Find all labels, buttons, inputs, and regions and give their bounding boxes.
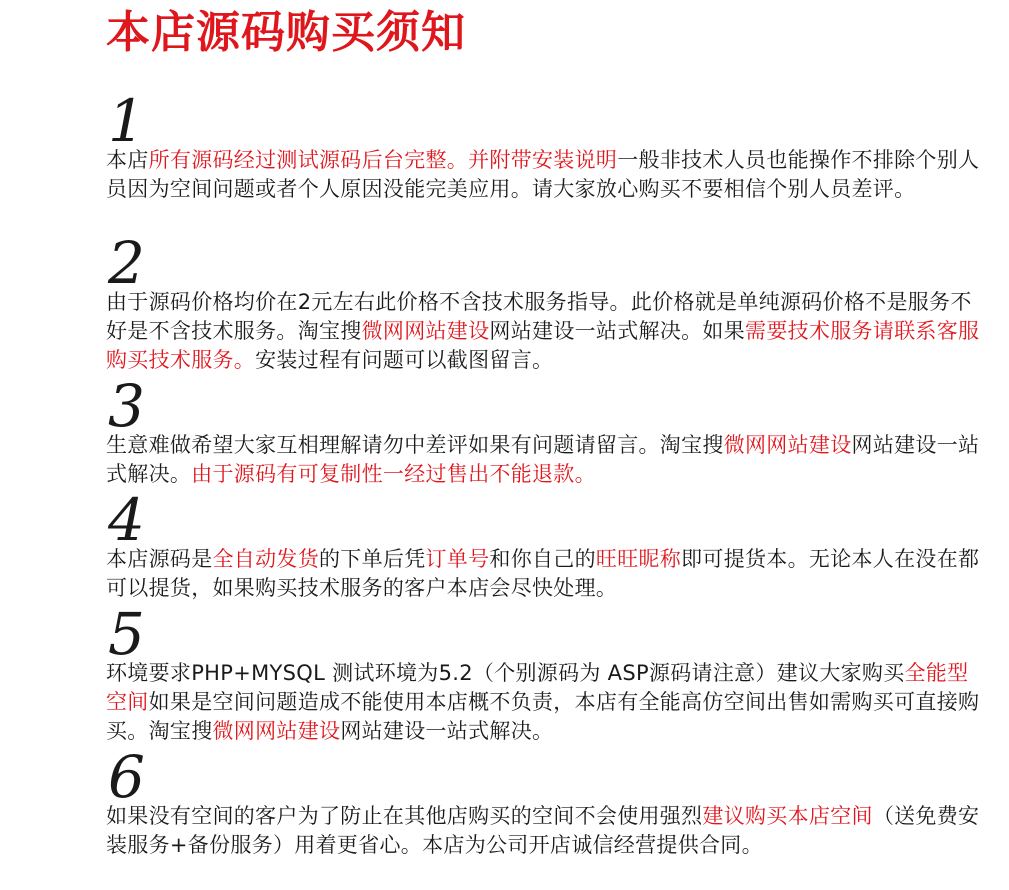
section-text [106, 802, 986, 860]
highlight-segment: 微网网站建设 [361, 319, 490, 343]
highlight-segment: 微网网站建设 [212, 719, 341, 743]
text-segment: 由于源码价格均价在2元左右此价格不含技术服务指导。此价格就是单纯源码价格不是服务不好是不含技术服务。淘宝搜 [106, 290, 972, 343]
notice-section-1 [106, 87, 986, 204]
text-segment: 和你自己的 [489, 547, 596, 571]
section-number: 1 [108, 87, 145, 155]
section-text [106, 431, 986, 489]
text-segment: 网站建设一站式解决。 [340, 719, 554, 743]
text-segment: 本店 [106, 148, 149, 172]
highlight-segment: 旺旺昵称 [595, 547, 682, 571]
section-number: 2 [108, 229, 145, 297]
text-segment: 生意难做希望大家互相理解请勿中差评如果有问题请留言。淘宝搜 [106, 433, 724, 457]
highlight-segment: 所有源码经过测试源码后台完整。并附带安装说明 [148, 148, 618, 172]
text-segment: 安装过程有问题可以截图留言。 [255, 348, 554, 372]
notice-section-5 [106, 600, 986, 746]
section-text [106, 288, 986, 375]
highlight-segment: 建议购买本店空间 [702, 804, 873, 828]
highlight-segment: 订单号 [425, 547, 490, 571]
text-segment: 一般非技术人员也能操作不排除个别人员因为空间问题或者个人原因没能完美应用。请大家放心购买不要相信个别人员差评。 [106, 148, 980, 201]
highlight-segment: 全能型空间 [106, 661, 969, 714]
section-text [106, 146, 986, 204]
text-segment: 如果是空间问题造成不能使用本店概不负责，本店有全能高仿空间出售如需购买可直接购买。淘宝搜 [106, 690, 980, 743]
text-segment: 网站建设一站式解决。 [106, 433, 980, 486]
notice-section-3 [106, 372, 986, 489]
section-number: 5 [108, 600, 145, 668]
text-segment: 本店源码是 [106, 547, 213, 571]
section-text [106, 659, 986, 746]
notice-section-2 [106, 229, 986, 375]
notice-page [106, 0, 986, 857]
section-text [106, 545, 986, 603]
notice-section-6 [106, 743, 986, 860]
section-number: 6 [108, 743, 145, 811]
text-segment: 环境要求PHP+MYSQL 测试环境为5.2（个别源码为 ASP源码请注意）建议大家购买 [106, 661, 905, 685]
highlight-segment: 由于源码有可复制性一经过售出不能退款。 [191, 462, 596, 486]
section-number: 3 [108, 372, 145, 440]
text-segment: 的下单后凭 [319, 547, 426, 571]
highlight-segment: 需要技术服务请联系客服购买技术服务。 [106, 319, 980, 372]
text-segment: （送免费安装服务+备份服务）用着更省心。本店为公司开店诚信经营提供合同。 [106, 804, 980, 857]
highlight-segment: 微网网站建设 [723, 433, 852, 457]
page-title: 本店源码购买须知 [106, 7, 466, 58]
notice-section-4 [106, 486, 986, 603]
section-number: 4 [108, 486, 145, 554]
highlight-segment: 全自动发货 [212, 547, 319, 571]
text-segment: 网站建设一站式解决。如果 [489, 319, 746, 343]
text-segment: 即可提货本。无论本人在没在都可以提货，如果购买技术服务的客户本店会尽快处理。 [106, 547, 980, 600]
text-segment: 如果没有空间的客户为了防止在其他店购买的空间不会使用强烈 [106, 804, 703, 828]
